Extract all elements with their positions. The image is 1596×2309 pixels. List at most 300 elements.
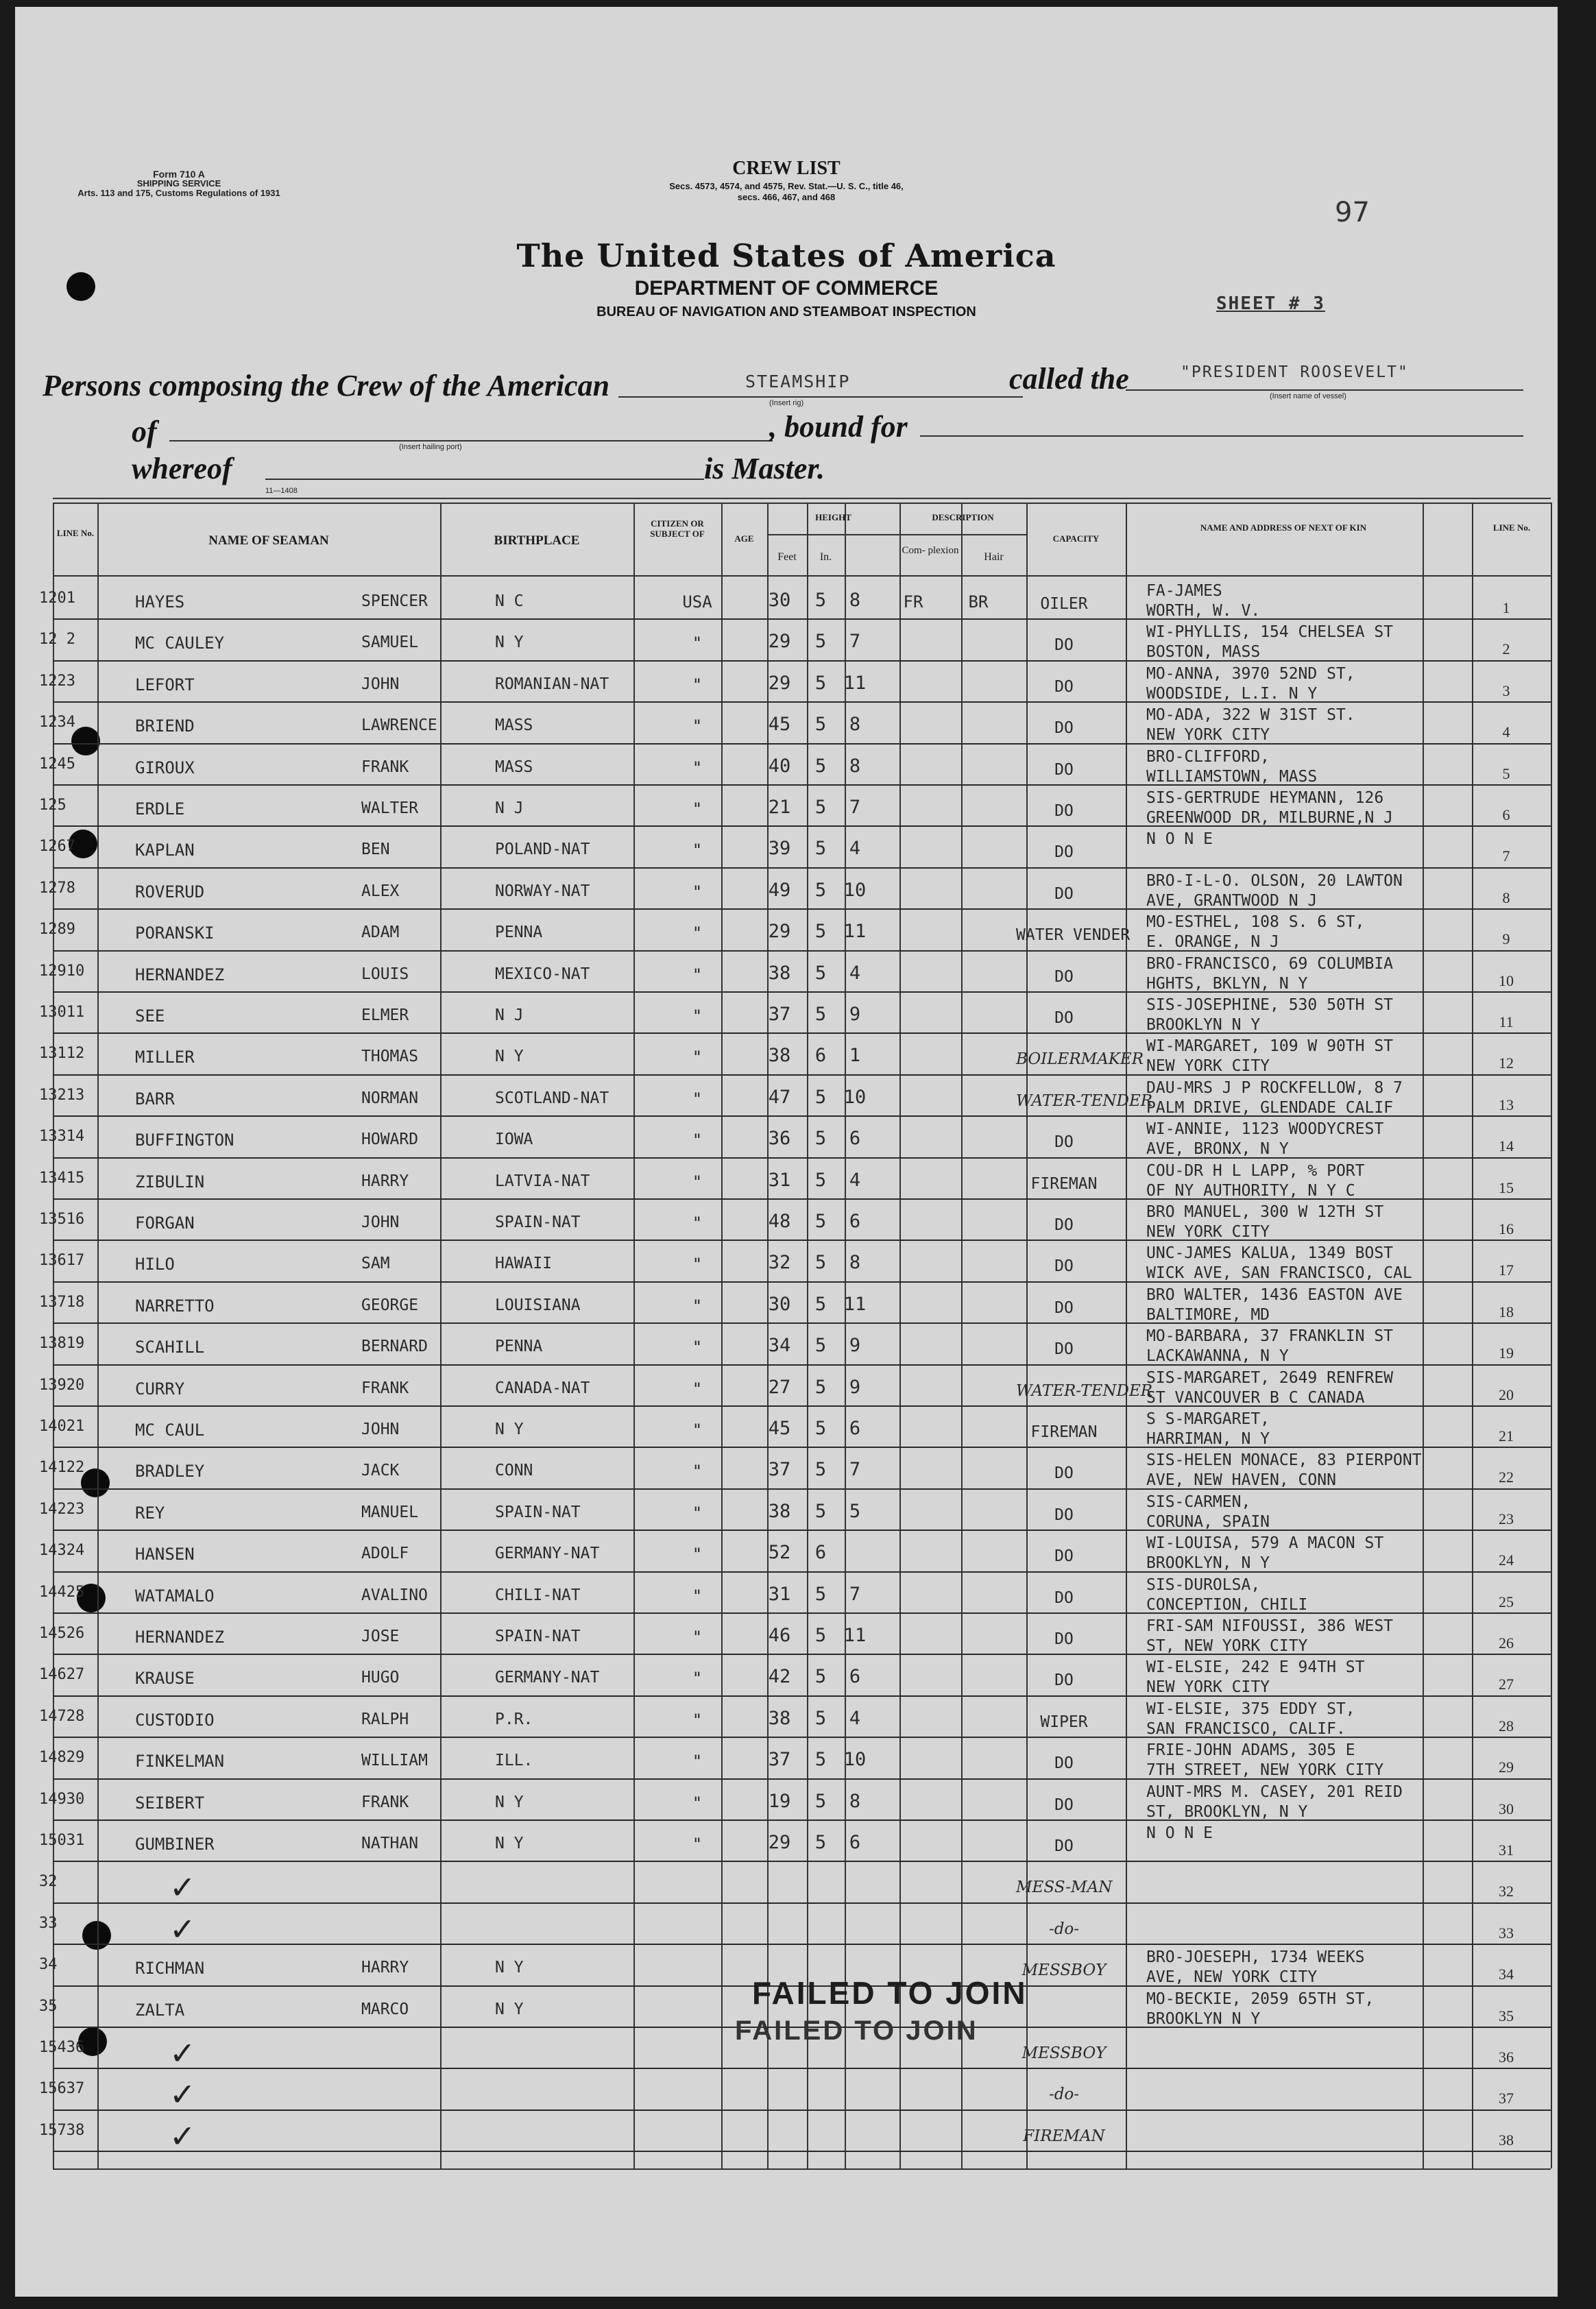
col-feet: Feet xyxy=(777,551,797,563)
seaman-citizenship: " xyxy=(692,1628,703,1647)
next-of-kin-line-2: ST, BROOKLYN, N Y xyxy=(1146,1802,1308,1821)
col-citizen: CITIZEN OR SUBJECT OF xyxy=(650,518,705,539)
row-line-number-right: 25 xyxy=(1499,1593,1514,1610)
next-of-kin-line-2: NEW YORK CITY xyxy=(1146,1678,1270,1697)
seaman-height-inches: 8 xyxy=(849,1252,861,1274)
seaman-height-feet: 5 xyxy=(814,1169,827,1191)
table-row xyxy=(15,1863,1558,1905)
statute-line-2: secs. 466, 467, and 468 xyxy=(737,192,836,202)
next-of-kin-line-1: COU-DR H L LAPP, % PORT xyxy=(1146,1161,1365,1180)
seaman-height-inches: 4 xyxy=(849,962,861,984)
bound-text: , bound for xyxy=(769,410,908,444)
next-of-kin-line-2: PALM DRIVE, GLENDADE CALIF xyxy=(1146,1098,1394,1117)
seaman-age: 21 xyxy=(768,797,791,818)
seaman-surname: ✓ xyxy=(169,1869,196,1907)
seaman-capacity: DO xyxy=(1054,1216,1074,1234)
row-line-number-right: 37 xyxy=(1499,2090,1514,2107)
seaman-height-inches: 8 xyxy=(849,590,861,611)
seaman-capacity: DO xyxy=(1054,1257,1074,1276)
row-line-number-right: 27 xyxy=(1499,1676,1514,1693)
seaman-surname: HERNANDEZ xyxy=(135,1628,225,1647)
next-of-kin-line-1: DAU-MRS J P ROCKFELLOW, 8 7 xyxy=(1146,1078,1403,1097)
seaman-age: 40 xyxy=(768,755,791,777)
seaman-citizenship: " xyxy=(692,1793,703,1813)
seaman-citizenship: " xyxy=(692,1503,703,1523)
col-line-no-right: LINE No. xyxy=(1492,522,1531,533)
col-next-of-kin: NAME AND ADDRESS OF NEXT OF KIN xyxy=(1200,522,1367,533)
seaman-surname: MILLER xyxy=(135,1048,195,1067)
seaman-citizenship: " xyxy=(692,758,703,777)
row-rule xyxy=(53,1695,1551,1697)
seaman-height-inches: 11 xyxy=(843,1293,867,1315)
row-line-number: 13819 xyxy=(39,1335,85,1353)
seaman-height-feet: 6 xyxy=(814,1542,827,1564)
seaman-birthplace: MASS xyxy=(495,716,533,735)
seaman-height-feet: 5 xyxy=(814,1749,827,1771)
row-line-number: 14728 xyxy=(39,1707,85,1725)
seaman-height-feet: 5 xyxy=(814,1459,827,1481)
row-rule xyxy=(53,950,1551,952)
next-of-kin-line-1: MO-ESTHEL, 108 S. 6 ST, xyxy=(1146,913,1365,932)
seaman-capacity: DO xyxy=(1054,1630,1074,1648)
seaman-height-inches: 11 xyxy=(843,921,867,943)
seaman-surname: BUFFINGTON xyxy=(135,1131,234,1150)
seaman-height-inches: 7 xyxy=(849,631,861,653)
seaman-surname: SEE xyxy=(135,1006,165,1026)
next-of-kin xyxy=(1146,1202,1544,1242)
seaman-given-name: ELMER xyxy=(361,1006,409,1024)
row-line-number: 14021 xyxy=(39,1418,85,1435)
seaman-given-name: FRANK xyxy=(361,758,409,776)
row-line-number: 15436 xyxy=(39,2039,85,2056)
seaman-birthplace: P.R. xyxy=(495,1710,533,1728)
seaman-citizenship: " xyxy=(692,882,703,902)
seaman-height-feet: 5 xyxy=(814,755,827,777)
seaman-citizenship: " xyxy=(692,1545,703,1564)
table-row xyxy=(15,1615,1558,1656)
seaman-height-feet: 5 xyxy=(814,1211,827,1232)
seaman-birthplace: CANADA-NAT xyxy=(495,1379,590,1397)
seaman-age: 37 xyxy=(768,1749,791,1771)
seaman-height-feet: 5 xyxy=(814,672,827,694)
seaman-citizenship: " xyxy=(692,1213,703,1233)
seaman-citizenship: " xyxy=(692,675,703,694)
seaman-age: 37 xyxy=(768,1459,791,1481)
col-complexion: Com- plexion xyxy=(902,545,959,556)
row-rule xyxy=(53,1447,1551,1448)
seaman-capacity: DO xyxy=(1054,677,1074,696)
seaman-citizenship: " xyxy=(692,1338,703,1357)
seaman-capacity: DO xyxy=(1054,636,1074,655)
next-of-kin-line-2: BALTIMORE, MD xyxy=(1146,1305,1270,1324)
seaman-capacity: DO xyxy=(1054,760,1074,779)
table-row xyxy=(15,1491,1558,1532)
seaman-capacity: DO xyxy=(1054,1340,1074,1359)
row-line-number-right: 18 xyxy=(1499,1303,1514,1320)
seaman-citizenship: " xyxy=(692,633,703,653)
seaman-surname: MC CAUL xyxy=(135,1421,205,1440)
row-rule xyxy=(53,2068,1551,2069)
seaman-height-feet: 5 xyxy=(814,1335,827,1357)
form-articles: Arts. 113 and 175, Customs Regulations of 1931 xyxy=(77,188,280,198)
row-line-number: 14829 xyxy=(39,1749,85,1767)
seaman-given-name: FRANK xyxy=(361,1379,409,1397)
row-line-number: 1278 xyxy=(39,879,75,897)
next-of-kin xyxy=(1146,1492,1544,1532)
seaman-citizenship: " xyxy=(692,1255,703,1274)
row-line-number-right: 20 xyxy=(1499,1386,1514,1403)
print-code: 11—1408 xyxy=(265,487,298,495)
seaman-capacity: FIREMAN xyxy=(1030,1423,1098,1441)
seaman-height-feet: 5 xyxy=(814,1086,827,1108)
row-line-number: 15637 xyxy=(39,2080,85,2098)
seaman-surname: NARRETTO xyxy=(135,1296,215,1316)
seaman-height-feet: 5 xyxy=(814,921,827,943)
table-row xyxy=(15,1077,1558,1118)
seaman-given-name: ALEX xyxy=(361,882,400,900)
row-line-number-right: 11 xyxy=(1499,1013,1514,1030)
table-row xyxy=(15,1242,1558,1283)
col-birthplace: BIRTHPLACE xyxy=(494,533,580,548)
seaman-height-feet: 5 xyxy=(814,1293,827,1315)
seaman-surname: RICHMAN xyxy=(135,1959,205,1979)
seaman-birthplace: LATVIA-NAT xyxy=(495,1172,590,1190)
seaman-given-name: JOHN xyxy=(361,1421,400,1438)
next-of-kin xyxy=(1146,912,1544,952)
seaman-height-feet: 5 xyxy=(814,631,827,653)
next-of-kin xyxy=(1146,1575,1544,1615)
next-of-kin xyxy=(1146,830,1544,849)
seaman-height-feet: 5 xyxy=(814,1707,827,1729)
next-of-kin-line-2: ST VANCOUVER B C CANADA xyxy=(1146,1388,1365,1407)
col-inches: In. xyxy=(819,551,832,563)
seaman-capacity: WIPER xyxy=(1040,1713,1088,1731)
seaman-capacity: DO xyxy=(1054,1009,1074,1027)
seaman-given-name: ADOLF xyxy=(361,1545,409,1563)
next-of-kin-line-2: CORUNA, SPAIN xyxy=(1146,1512,1270,1531)
next-of-kin xyxy=(1146,622,1544,662)
row-line-number-right: 13 xyxy=(1499,1096,1514,1113)
next-of-kin xyxy=(1146,1700,1544,1739)
next-of-kin xyxy=(1146,1078,1544,1118)
next-of-kin xyxy=(1146,995,1544,1035)
seaman-height-inches: 6 xyxy=(849,1211,861,1232)
row-rule xyxy=(53,784,1551,786)
next-of-kin xyxy=(1146,1658,1544,1697)
seaman-given-name: JOHN xyxy=(361,1213,400,1231)
next-of-kin-line-2: 7TH STREET, NEW YORK CITY xyxy=(1146,1761,1384,1780)
destination-line xyxy=(920,435,1523,437)
row-line-number: 33 xyxy=(39,1914,58,1932)
seaman-capacity: DO xyxy=(1054,967,1074,986)
seaman-height-feet: 5 xyxy=(814,1004,827,1025)
row-line-number: 12 2 xyxy=(39,631,75,649)
row-line-number: 14223 xyxy=(39,1500,85,1518)
row-line-number: 13617 xyxy=(39,1252,85,1270)
table-row xyxy=(15,1574,1558,1615)
next-of-kin-line-1: BRO-JOESEPH, 1734 WEEKS xyxy=(1146,1948,1365,1967)
row-rule xyxy=(53,1654,1551,1655)
seaman-surname: CURRY xyxy=(135,1379,185,1399)
seaman-age: 48 xyxy=(768,1211,791,1232)
sheet-number: SHEET # 3 xyxy=(1216,293,1325,314)
seaman-given-name: SAMUEL xyxy=(361,633,419,652)
seaman-surname: SEIBERT xyxy=(135,1793,205,1813)
row-line-number-right: 17 xyxy=(1499,1261,1514,1279)
row-line-number: 13314 xyxy=(39,1128,85,1146)
next-of-kin-line-1: WI-MARGARET, 109 W 90TH ST xyxy=(1146,1037,1394,1056)
row-rule xyxy=(53,991,1551,993)
seaman-citizenship: " xyxy=(692,1089,703,1109)
row-rule xyxy=(53,1571,1551,1573)
row-rule xyxy=(53,1364,1551,1366)
row-rule xyxy=(53,1198,1551,1200)
seaman-age: 36 xyxy=(768,1128,791,1150)
row-line-number-right: 32 xyxy=(1499,1883,1514,1900)
seaman-height-feet: 5 xyxy=(814,879,827,901)
seaman-citizenship: " xyxy=(692,1048,703,1067)
seaman-given-name: NATHAN xyxy=(361,1835,419,1852)
row-rule xyxy=(53,1861,1551,1862)
table-row xyxy=(15,994,1558,1035)
seaman-capacity: DO xyxy=(1054,1547,1074,1566)
row-rule xyxy=(53,2151,1551,2152)
seaman-birthplace: N Y xyxy=(495,1421,524,1438)
seaman-birthplace: POLAND-NAT xyxy=(495,841,590,859)
row-line-number-right: 34 xyxy=(1499,1966,1514,1983)
seaman-given-name: GEORGE xyxy=(361,1296,419,1314)
row-rule xyxy=(53,1032,1551,1034)
row-line-number-right: 28 xyxy=(1499,1717,1514,1734)
seaman-surname: FORGAN xyxy=(135,1213,195,1233)
row-rule xyxy=(53,1902,1551,1904)
seaman-surname: PORANSKI xyxy=(135,923,215,943)
seaman-age: 30 xyxy=(768,590,791,611)
seaman-age: 31 xyxy=(768,1169,791,1191)
row-line-number: 13011 xyxy=(39,1004,85,1021)
row-line-number-right: 2 xyxy=(1502,640,1510,658)
seaman-surname: REY xyxy=(135,1503,165,1523)
row-line-number: 13415 xyxy=(39,1169,85,1187)
table-row xyxy=(15,1449,1558,1490)
next-of-kin-line-2: WOODSIDE, L.I. N Y xyxy=(1146,684,1318,703)
row-line-number-right: 10 xyxy=(1499,971,1514,989)
seaman-citizenship: " xyxy=(692,1006,703,1026)
seaman-birthplace: N C xyxy=(495,592,524,610)
col-line-no: LINE No. xyxy=(56,528,95,538)
seaman-citizenship: " xyxy=(692,923,703,943)
table-row xyxy=(15,1532,1558,1573)
seaman-age: 39 xyxy=(768,838,791,860)
row-rule xyxy=(53,1074,1551,1076)
row-line-number-right: 23 xyxy=(1499,1510,1514,1527)
row-line-number: 125 xyxy=(39,797,66,814)
row-line-number-right: 14 xyxy=(1499,1137,1514,1155)
seaman-given-name: SAM xyxy=(361,1255,390,1273)
row-line-number-right: 30 xyxy=(1499,1800,1514,1817)
of-text: of xyxy=(132,415,157,448)
row-line-number: 1267 xyxy=(39,838,75,856)
seaman-age: 37 xyxy=(768,1004,791,1025)
seaman-given-name: ADAM xyxy=(361,923,400,942)
seaman-surname: ZIBULIN xyxy=(135,1172,205,1192)
table-top-border-inner xyxy=(53,503,1551,504)
row-line-number: 1223 xyxy=(39,672,75,690)
seaman-height-inches: 7 xyxy=(849,797,861,818)
vessel-caption: (Insert name of vessel) xyxy=(1270,392,1346,400)
seaman-citizenship: " xyxy=(692,1296,703,1316)
next-of-kin-line-2: E. ORANGE, N J xyxy=(1146,933,1279,952)
row-line-number-right: 24 xyxy=(1499,1551,1514,1569)
seaman-age: 47 xyxy=(768,1086,791,1108)
table-row xyxy=(15,2070,1558,2112)
next-of-kin-line-1: FA-JAMES xyxy=(1146,582,1222,600)
next-of-kin xyxy=(1146,1327,1544,1366)
seaman-given-name: MARCO xyxy=(361,2000,409,2018)
next-of-kin-line-1: BRO-I-L-O. OLSON, 20 LAWTON xyxy=(1146,871,1403,890)
next-of-kin xyxy=(1146,1120,1544,1159)
next-of-kin-line-2: BOSTON, MASS xyxy=(1146,643,1261,662)
table-row xyxy=(15,1781,1558,1822)
row-rule xyxy=(53,1281,1551,1283)
seaman-height-inches: 6 xyxy=(849,1128,861,1150)
seaman-surname: KRAUSE xyxy=(135,1669,195,1689)
row-line-number-right: 15 xyxy=(1499,1178,1514,1196)
next-of-kin-line-2: AVE, BRONX, N Y xyxy=(1146,1140,1289,1159)
seaman-given-name: BERNARD xyxy=(361,1338,428,1356)
seaman-given-name: WALTER xyxy=(361,799,419,817)
seaman-age: 30 xyxy=(768,1293,791,1315)
next-of-kin-line-2: BROOKLYN N Y xyxy=(1146,1016,1261,1034)
next-of-kin xyxy=(1146,1990,1544,2029)
seaman-given-name: BEN xyxy=(361,841,390,859)
seaman-height-feet: 5 xyxy=(814,1790,827,1812)
seaman-height-feet: 5 xyxy=(814,1128,827,1150)
next-of-kin-line-2: NEW YORK CITY xyxy=(1146,726,1270,745)
next-of-kin-line-2: WORTH, W. V. xyxy=(1146,602,1261,620)
seaman-age: 29 xyxy=(768,1832,791,1853)
row-rule xyxy=(53,825,1551,827)
next-of-kin-line-2: HARRIMAN, N Y xyxy=(1146,1430,1270,1448)
row-line-number: 14122 xyxy=(39,1459,85,1477)
row-line-number-right: 7 xyxy=(1502,847,1510,865)
seaman-age: 29 xyxy=(768,672,791,694)
seaman-birthplace: GERMANY-NAT xyxy=(495,1669,600,1687)
seaman-height-feet: 5 xyxy=(814,1500,827,1522)
seaman-height-inches: 4 xyxy=(849,838,861,860)
table-row xyxy=(15,953,1558,994)
row-line-number-right: 16 xyxy=(1499,1220,1514,1237)
seaman-given-name: AVALINO xyxy=(361,1586,428,1604)
seaman-height-feet: 6 xyxy=(814,1045,827,1067)
row-line-number-right: 21 xyxy=(1499,1427,1514,1444)
row-line-number-right: 12 xyxy=(1499,1054,1514,1072)
seaman-surname: WATAMALO xyxy=(135,1586,215,1606)
seaman-height-inches: 9 xyxy=(849,1376,861,1398)
seaman-capacity: MESSBOY xyxy=(1021,1961,1107,1980)
crew-list-sheet xyxy=(15,7,1558,2297)
seaman-capacity: DO xyxy=(1054,1754,1074,1773)
next-of-kin xyxy=(1146,664,1544,704)
row-line-number-right: 26 xyxy=(1499,1634,1514,1652)
seaman-birthplace: LOUISIANA xyxy=(495,1296,581,1314)
seaman-capacity: BOILERMAKER xyxy=(1016,1050,1144,1069)
next-of-kin-line-1: N O N E xyxy=(1146,1824,1213,1842)
seaman-capacity: FIREMAN xyxy=(1023,2127,1105,2145)
col-age: AGE xyxy=(734,533,754,544)
seaman-capacity: DO xyxy=(1054,719,1074,738)
next-of-kin-line-2: GREENWOOD DR, MILBURNE,N J xyxy=(1146,809,1394,827)
table-row xyxy=(15,580,1558,621)
seaman-height-inches: 11 xyxy=(843,1625,867,1646)
seaman-height-inches: 5 xyxy=(849,1500,861,1522)
seaman-height-feet: 5 xyxy=(814,1625,827,1646)
table-row xyxy=(15,1905,1558,1946)
seaman-height-feet: 5 xyxy=(814,590,827,611)
row-line-number-right: 29 xyxy=(1499,1758,1514,1776)
next-of-kin-line-1: FRI-SAM NIFOUSSI, 386 WEST xyxy=(1146,1617,1394,1635)
seaman-capacity: -do- xyxy=(1048,1920,1080,1938)
seaman-age: 38 xyxy=(768,962,791,984)
next-of-kin xyxy=(1146,1824,1544,1843)
next-of-kin xyxy=(1146,1617,1544,1656)
row-line-number: 32 xyxy=(39,1873,58,1891)
seaman-citizenship: " xyxy=(692,841,703,860)
seaman-given-name: MANUEL xyxy=(361,1503,419,1521)
seaman-birthplace: HAWAII xyxy=(495,1255,553,1273)
row-line-number-right: 22 xyxy=(1499,1468,1514,1486)
next-of-kin-line-1: SIS-DUROLSA, xyxy=(1146,1575,1261,1594)
seaman-surname: SCAHILL xyxy=(135,1338,205,1357)
seaman-surname: ROVERUD xyxy=(135,882,205,902)
next-of-kin-line-1: MO-ANNA, 3970 52ND ST, xyxy=(1146,664,1355,683)
seaman-height-inches: 8 xyxy=(849,1790,861,1812)
seaman-birthplace: ROMANIAN-NAT xyxy=(495,675,609,693)
next-of-kin xyxy=(1146,581,1544,621)
seaman-surname: GIROUX xyxy=(135,758,195,777)
seaman-birthplace: ILL. xyxy=(495,1752,533,1770)
seaman-capacity: DO xyxy=(1054,1298,1074,1317)
next-of-kin-line-2: AVE, NEW HAVEN, CONN xyxy=(1146,1471,1336,1490)
seaman-birthplace: N J xyxy=(495,799,524,817)
form-title: CREW LIST xyxy=(732,158,841,179)
next-of-kin-line-2: NEW YORK CITY xyxy=(1146,1223,1270,1241)
row-line-number: 14526 xyxy=(39,1625,85,1642)
col-name: NAME OF SEAMAN xyxy=(208,533,329,548)
seaman-age: 38 xyxy=(768,1500,791,1522)
seaman-age: 32 xyxy=(768,1252,791,1274)
next-of-kin-line-1: MO-BECKIE, 2059 65TH ST, xyxy=(1146,1990,1375,2008)
table-row xyxy=(15,621,1558,662)
row-line-number: 34 xyxy=(39,1956,58,1974)
row-rule xyxy=(53,1944,1551,1945)
row-rule xyxy=(53,1322,1551,1324)
row-rule xyxy=(53,660,1551,662)
next-of-kin-line-2: LACKAWANNA, N Y xyxy=(1146,1347,1289,1366)
table-row xyxy=(15,704,1558,745)
seaman-birthplace: SPAIN-NAT xyxy=(495,1213,581,1231)
row-rule xyxy=(53,908,1551,910)
seaman-capacity: MESSBOY xyxy=(1021,2044,1107,2062)
seaman-given-name: JOSE xyxy=(361,1628,400,1645)
row-line-number-right: 9 xyxy=(1502,930,1510,948)
persons-text: Persons composing the Crew of the American xyxy=(43,369,610,402)
seaman-age: 27 xyxy=(768,1376,791,1398)
department-heading: DEPARTMENT OF COMMERCE xyxy=(634,277,939,300)
seaman-surname: FINKELMAN xyxy=(135,1752,225,1772)
seaman-capacity: DO xyxy=(1054,1464,1074,1483)
seaman-citizenship: " xyxy=(692,1710,703,1730)
